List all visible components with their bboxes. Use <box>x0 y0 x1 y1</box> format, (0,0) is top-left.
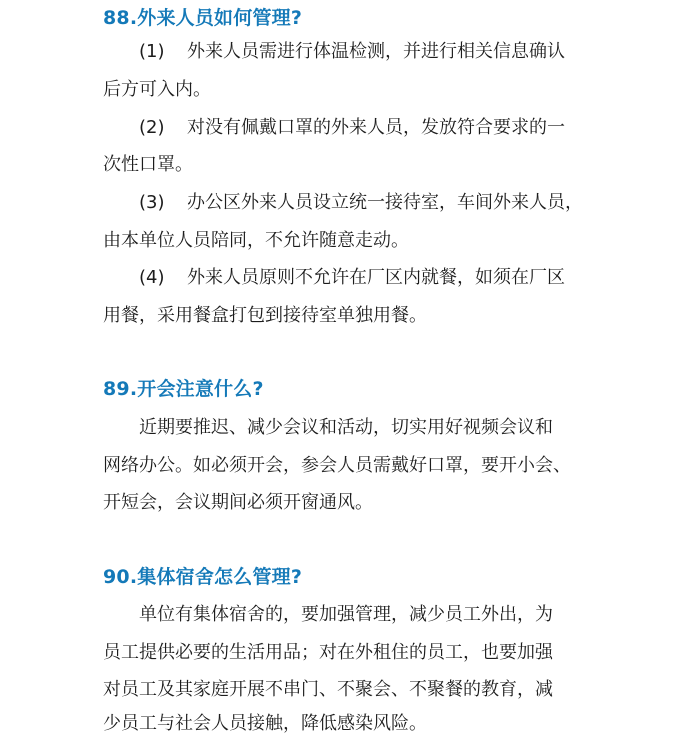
item-2-text: 对没有佩戴口罩的外来人员，发放符合要求的一 <box>187 117 565 138</box>
section-88-item-3-line-1 <box>139 191 583 215</box>
section-88-item-2-line-2: 次性口罩。 <box>103 154 193 175</box>
section-90-line-3: 对员工及其家庭开展不串门、不聚会、不聚餐的教育，减 <box>103 679 553 700</box>
item-4-number: (4) <box>139 267 165 288</box>
section-90-heading: 90.集体宿舍怎么管理? <box>103 566 303 588</box>
section-88-item-2-line-1 <box>139 116 565 140</box>
item-3-text: 办公区外来人员设立统一接待室，车间外来人员， <box>187 192 583 213</box>
section-88-item-1-line-2: 后方可入内。 <box>103 79 211 100</box>
section-90-line-2: 员工提供必要的生活用品；对在外租住的员工，也要加强 <box>103 642 553 663</box>
section-88-item-3-line-2: 由本单位人员陪同，不允许随意走动。 <box>103 230 409 251</box>
section-90-line-1: 单位有集体宿舍的，要加强管理，减少员工外出，为 <box>139 604 553 625</box>
section-90-line-4: 少员工与社会人员接触，降低感染风险。 <box>103 713 427 734</box>
section-89-heading: 89.开会注意什么? <box>103 378 264 400</box>
section-89-line-3: 开短会，会议期间必须开窗通风。 <box>103 492 373 513</box>
section-88-heading: 88.外来人员如何管理? <box>103 7 303 29</box>
section-88-item-4-line-1 <box>139 266 565 290</box>
item-1-text: 外来人员需进行体温检测，并进行相关信息确认 <box>187 41 565 62</box>
section-88-item-1-line-1 <box>139 40 565 64</box>
section-88-item-4-line-2: 用餐，采用餐盒打包到接待室单独用餐。 <box>103 305 427 326</box>
item-2-number: (2) <box>139 117 165 138</box>
item-3-number: (3) <box>139 192 165 213</box>
item-1-number: (1) <box>139 41 165 62</box>
section-89-line-2: 网络办公。如必须开会，参会人员需戴好口罩，要开小会、 <box>103 455 571 476</box>
item-4-text: 外来人员原则不允许在厂区内就餐，如须在厂区 <box>187 267 565 288</box>
section-89-line-1: 近期要推迟、减少会议和活动，切实用好视频会议和 <box>139 417 553 438</box>
